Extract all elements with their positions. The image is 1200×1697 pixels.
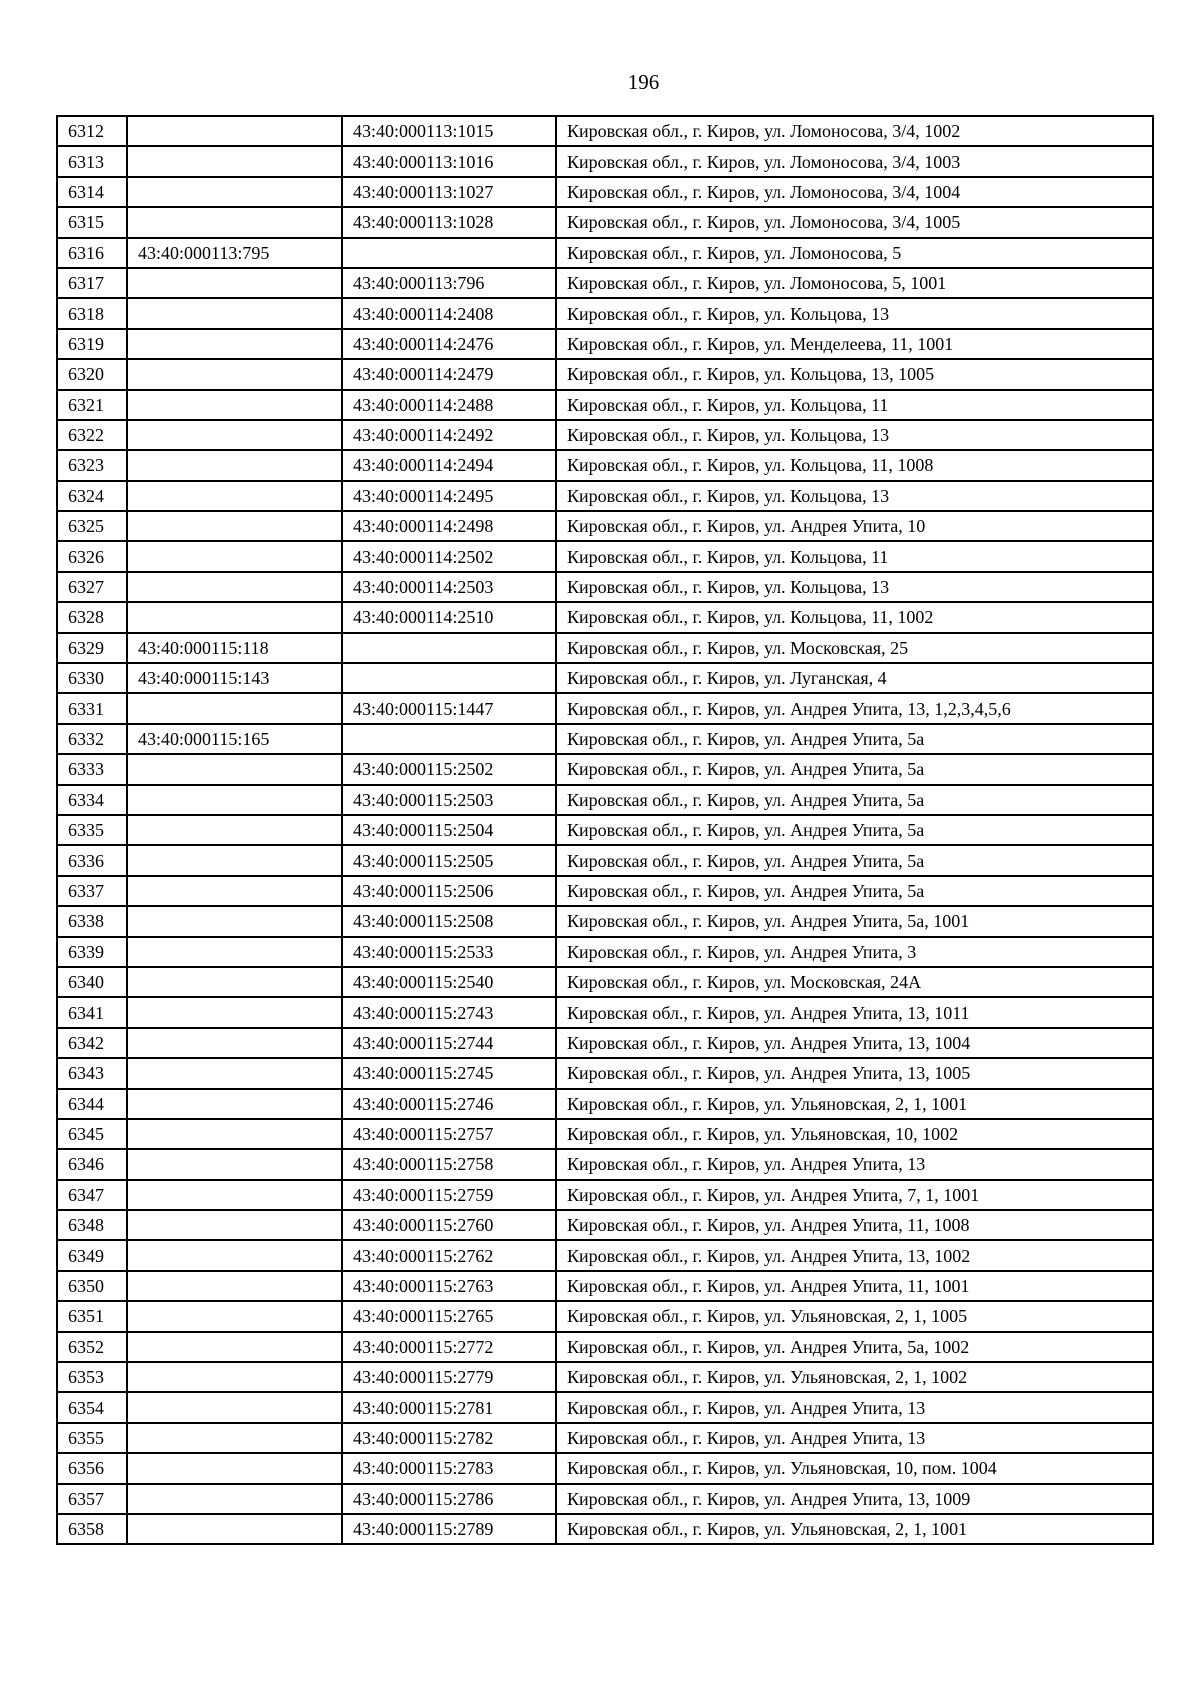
object-cadastral-number-cell: 43:40:000113:796 — [342, 268, 556, 298]
table-row — [57, 754, 1153, 784]
table-row — [57, 724, 1153, 754]
object-cadastral-number-cell: 43:40:000115:2503 — [342, 785, 556, 815]
row-number-cell: 6337 — [57, 876, 127, 906]
row-number-cell: 6351 — [57, 1301, 127, 1331]
land-cadastral-number-cell — [127, 1180, 342, 1210]
table-row — [57, 815, 1153, 845]
row-number-cell: 6330 — [57, 663, 127, 693]
object-cadastral-number-cell: 43:40:000115:2540 — [342, 967, 556, 997]
land-cadastral-number-cell — [127, 815, 342, 845]
row-number-cell: 6357 — [57, 1484, 127, 1514]
object-cadastral-number-cell: 43:40:000115:2760 — [342, 1210, 556, 1240]
land-cadastral-number-cell — [127, 481, 342, 511]
table-row — [57, 1392, 1153, 1422]
table-row — [57, 1453, 1153, 1483]
object-cadastral-number-cell: 43:40:000114:2492 — [342, 420, 556, 450]
object-cadastral-number-cell: 43:40:000114:2476 — [342, 329, 556, 359]
land-cadastral-number-cell — [127, 1423, 342, 1453]
land-cadastral-number-cell — [127, 390, 342, 420]
row-number-cell: 6327 — [57, 572, 127, 602]
address-cell: Кировская обл., г. Киров, ул. Ульяновская, 2, 1, 1005 — [556, 1301, 1153, 1331]
row-number-cell: 6345 — [57, 1119, 127, 1149]
table-row — [57, 268, 1153, 298]
row-number-cell: 6332 — [57, 724, 127, 754]
object-cadastral-number-cell: 43:40:000113:1016 — [342, 146, 556, 176]
table-row — [57, 785, 1153, 815]
row-number-cell: 6347 — [57, 1180, 127, 1210]
page-number: 196 — [627, 70, 660, 94]
object-cadastral-number-cell: 43:40:000115:2786 — [342, 1484, 556, 1514]
table-row — [57, 420, 1153, 450]
row-number-cell: 6320 — [57, 359, 127, 389]
row-number-cell: 6354 — [57, 1392, 127, 1422]
row-number-cell: 6342 — [57, 1028, 127, 1058]
table-row — [57, 1362, 1153, 1392]
land-cadastral-number-cell: 43:40:000115:165 — [127, 724, 342, 754]
address-cell: Кировская обл., г. Киров, ул. Андрея Упита, 13, 1002 — [556, 1240, 1153, 1270]
row-number-cell: 6350 — [57, 1271, 127, 1301]
land-cadastral-number-cell — [127, 693, 342, 723]
address-cell: Кировская обл., г. Киров, ул. Кольцова, 11, 1002 — [556, 602, 1153, 632]
row-number-cell: 6316 — [57, 238, 127, 268]
table-row — [57, 1271, 1153, 1301]
table-row — [57, 1514, 1153, 1544]
table-row — [57, 177, 1153, 207]
land-cadastral-number-cell — [127, 116, 342, 146]
address-cell: Кировская обл., г. Киров, ул. Кольцова, 11 — [556, 390, 1153, 420]
object-cadastral-number-cell: 43:40:000115:2779 — [342, 1362, 556, 1392]
table-row — [57, 450, 1153, 480]
object-cadastral-number-cell — [342, 633, 556, 663]
address-cell: Кировская обл., г. Киров, ул. Андрея Упита, 13, 1011 — [556, 997, 1153, 1027]
object-cadastral-number-cell: 43:40:000115:1447 — [342, 693, 556, 723]
address-cell: Кировская обл., г. Киров, ул. Андрея Упита, 5а — [556, 876, 1153, 906]
object-cadastral-number-cell — [342, 238, 556, 268]
row-number-cell: 6326 — [57, 541, 127, 571]
object-cadastral-number-cell: 43:40:000114:2479 — [342, 359, 556, 389]
table-row — [57, 329, 1153, 359]
row-number-cell: 6341 — [57, 997, 127, 1027]
land-cadastral-number-cell: 43:40:000115:118 — [127, 633, 342, 663]
address-cell: Кировская обл., г. Киров, ул. Ульяновская, 2, 1, 1001 — [556, 1089, 1153, 1119]
row-number-cell: 6352 — [57, 1332, 127, 1362]
address-cell: Кировская обл., г. Киров, ул. Ульяновская, 2, 1, 1002 — [556, 1362, 1153, 1392]
object-cadastral-number-cell: 43:40:000114:2494 — [342, 450, 556, 480]
address-cell: Кировская обл., г. Киров, ул. Московская, 25 — [556, 633, 1153, 663]
land-cadastral-number-cell — [127, 329, 342, 359]
table-row — [57, 390, 1153, 420]
land-cadastral-number-cell — [127, 602, 342, 632]
table-row — [57, 1484, 1153, 1514]
address-cell: Кировская обл., г. Киров, ул. Ломоносова, 3/4, 1002 — [556, 116, 1153, 146]
address-cell: Кировская обл., г. Киров, ул. Андрея Упита, 11, 1001 — [556, 1271, 1153, 1301]
row-number-cell: 6313 — [57, 146, 127, 176]
land-cadastral-number-cell — [127, 1453, 342, 1483]
table-row — [57, 845, 1153, 875]
table-row — [57, 1301, 1153, 1331]
object-cadastral-number-cell: 43:40:000115:2502 — [342, 754, 556, 784]
land-cadastral-number-cell — [127, 785, 342, 815]
table-row — [57, 937, 1153, 967]
land-cadastral-number-cell — [127, 997, 342, 1027]
object-cadastral-number-cell: 43:40:000115:2746 — [342, 1089, 556, 1119]
land-cadastral-number-cell — [127, 420, 342, 450]
row-number-cell: 6321 — [57, 390, 127, 420]
row-number-cell: 6340 — [57, 967, 127, 997]
land-cadastral-number-cell — [127, 1089, 342, 1119]
address-cell: Кировская обл., г. Киров, ул. Ломоносова, 3/4, 1003 — [556, 146, 1153, 176]
land-cadastral-number-cell — [127, 541, 342, 571]
row-number-cell: 6318 — [57, 298, 127, 328]
land-cadastral-number-cell — [127, 177, 342, 207]
row-number-cell: 6319 — [57, 329, 127, 359]
table-row — [57, 906, 1153, 936]
object-cadastral-number-cell: 43:40:000115:2745 — [342, 1058, 556, 1088]
row-number-cell: 6329 — [57, 633, 127, 663]
address-cell: Кировская обл., г. Киров, ул. Андрея Упита, 5а — [556, 845, 1153, 875]
land-cadastral-number-cell — [127, 967, 342, 997]
object-cadastral-number-cell: 43:40:000115:2505 — [342, 845, 556, 875]
land-cadastral-number-cell — [127, 845, 342, 875]
address-cell: Кировская обл., г. Киров, ул. Андрея Упита, 5а, 1001 — [556, 906, 1153, 936]
row-number-cell: 6356 — [57, 1453, 127, 1483]
land-cadastral-number-cell: 43:40:000113:795 — [127, 238, 342, 268]
land-cadastral-number-cell — [127, 359, 342, 389]
registry-table-body — [57, 116, 1153, 1544]
land-cadastral-number-cell — [127, 1271, 342, 1301]
row-number-cell: 6344 — [57, 1089, 127, 1119]
land-cadastral-number-cell — [127, 572, 342, 602]
land-cadastral-number-cell — [127, 1332, 342, 1362]
row-number-cell: 6314 — [57, 177, 127, 207]
object-cadastral-number-cell: 43:40:000115:2508 — [342, 906, 556, 936]
land-cadastral-number-cell — [127, 1210, 342, 1240]
object-cadastral-number-cell: 43:40:000114:2408 — [342, 298, 556, 328]
object-cadastral-number-cell — [342, 663, 556, 693]
object-cadastral-number-cell: 43:40:000115:2533 — [342, 937, 556, 967]
row-number-cell: 6322 — [57, 420, 127, 450]
row-number-cell: 6323 — [57, 450, 127, 480]
land-cadastral-number-cell — [127, 1119, 342, 1149]
address-cell: Кировская обл., г. Киров, ул. Ульяновская, 10, 1002 — [556, 1119, 1153, 1149]
table-row — [57, 116, 1153, 146]
land-cadastral-number-cell — [127, 1149, 342, 1179]
address-cell: Кировская обл., г. Киров, ул. Андрея Упита, 5а — [556, 815, 1153, 845]
land-cadastral-number-cell — [127, 1362, 342, 1392]
row-number-cell: 6353 — [57, 1362, 127, 1392]
address-cell: Кировская обл., г. Киров, ул. Андрея Упита, 10 — [556, 511, 1153, 541]
address-cell: Кировская обл., г. Киров, ул. Андрея Упита, 5а — [556, 785, 1153, 815]
land-cadastral-number-cell — [127, 298, 342, 328]
address-cell: Кировская обл., г. Киров, ул. Андрея Упита, 13, 1004 — [556, 1028, 1153, 1058]
object-cadastral-number-cell: 43:40:000114:2510 — [342, 602, 556, 632]
table-row — [57, 1210, 1153, 1240]
table-row — [57, 541, 1153, 571]
object-cadastral-number-cell: 43:40:000115:2504 — [342, 815, 556, 845]
object-cadastral-number-cell: 43:40:000113:1015 — [342, 116, 556, 146]
address-cell: Кировская обл., г. Киров, ул. Менделеева, 11, 1001 — [556, 329, 1153, 359]
row-number-cell: 6349 — [57, 1240, 127, 1270]
address-cell: Кировская обл., г. Киров, ул. Андрея Упита, 7, 1, 1001 — [556, 1180, 1153, 1210]
land-cadastral-number-cell: 43:40:000115:143 — [127, 663, 342, 693]
row-number-cell: 6325 — [57, 511, 127, 541]
land-cadastral-number-cell — [127, 1392, 342, 1422]
address-cell: Кировская обл., г. Киров, ул. Ломоносова, 5 — [556, 238, 1153, 268]
object-cadastral-number-cell: 43:40:000115:2743 — [342, 997, 556, 1027]
land-cadastral-number-cell — [127, 268, 342, 298]
address-cell: Кировская обл., г. Киров, ул. Луганская, 4 — [556, 663, 1153, 693]
table-row — [57, 997, 1153, 1027]
cadastral-registry-table — [56, 115, 1154, 1545]
address-cell: Кировская обл., г. Киров, ул. Андрея Упита, 13 — [556, 1392, 1153, 1422]
address-cell: Кировская обл., г. Киров, ул. Андрея Упита, 13, 1005 — [556, 1058, 1153, 1088]
object-cadastral-number-cell: 43:40:000114:2503 — [342, 572, 556, 602]
land-cadastral-number-cell — [127, 1240, 342, 1270]
object-cadastral-number-cell: 43:40:000115:2765 — [342, 1301, 556, 1331]
table-row — [57, 481, 1153, 511]
object-cadastral-number-cell: 43:40:000115:2759 — [342, 1180, 556, 1210]
row-number-cell: 6336 — [57, 845, 127, 875]
address-cell: Кировская обл., г. Киров, ул. Ломоносова, 3/4, 1005 — [556, 207, 1153, 237]
address-cell: Кировская обл., г. Киров, ул. Ульяновская, 2, 1, 1001 — [556, 1514, 1153, 1544]
address-cell: Кировская обл., г. Киров, ул. Андрея Упита, 13 — [556, 1423, 1153, 1453]
land-cadastral-number-cell — [127, 450, 342, 480]
table-row — [57, 1149, 1153, 1179]
land-cadastral-number-cell — [127, 1058, 342, 1088]
address-cell: Кировская обл., г. Киров, ул. Андрея Упита, 13, 1,2,3,4,5,6 — [556, 693, 1153, 723]
address-cell: Кировская обл., г. Киров, ул. Андрея Упита, 3 — [556, 937, 1153, 967]
land-cadastral-number-cell — [127, 754, 342, 784]
object-cadastral-number-cell: 43:40:000115:2506 — [342, 876, 556, 906]
object-cadastral-number-cell: 43:40:000115:2789 — [342, 1514, 556, 1544]
table-row — [57, 298, 1153, 328]
address-cell: Кировская обл., г. Киров, ул. Кольцова, 13 — [556, 572, 1153, 602]
row-number-cell: 6335 — [57, 815, 127, 845]
land-cadastral-number-cell — [127, 1484, 342, 1514]
address-cell: Кировская обл., г. Киров, ул. Андрея Упита, 13, 1009 — [556, 1484, 1153, 1514]
land-cadastral-number-cell — [127, 906, 342, 936]
row-number-cell: 6317 — [57, 268, 127, 298]
table-row — [57, 1332, 1153, 1362]
land-cadastral-number-cell — [127, 1514, 342, 1544]
table-row — [57, 146, 1153, 176]
row-number-cell: 6333 — [57, 754, 127, 784]
table-row — [57, 572, 1153, 602]
object-cadastral-number-cell: 43:40:000115:2744 — [342, 1028, 556, 1058]
table-row — [57, 359, 1153, 389]
row-number-cell: 6348 — [57, 1210, 127, 1240]
table-row — [57, 238, 1153, 268]
row-number-cell: 6328 — [57, 602, 127, 632]
table-row — [57, 602, 1153, 632]
table-row — [57, 511, 1153, 541]
object-cadastral-number-cell: 43:40:000114:2495 — [342, 481, 556, 511]
object-cadastral-number-cell: 43:40:000115:2772 — [342, 1332, 556, 1362]
land-cadastral-number-cell — [127, 876, 342, 906]
object-cadastral-number-cell: 43:40:000115:2762 — [342, 1240, 556, 1270]
address-cell: Кировская обл., г. Киров, ул. Андрея Упита, 13 — [556, 1149, 1153, 1179]
object-cadastral-number-cell: 43:40:000115:2763 — [342, 1271, 556, 1301]
object-cadastral-number-cell: 43:40:000113:1027 — [342, 177, 556, 207]
address-cell: Кировская обл., г. Киров, ул. Кольцова, 11 — [556, 541, 1153, 571]
row-number-cell: 6343 — [57, 1058, 127, 1088]
object-cadastral-number-cell: 43:40:000114:2488 — [342, 390, 556, 420]
address-cell: Кировская обл., г. Киров, ул. Ломоносова, 5, 1001 — [556, 268, 1153, 298]
table-row — [57, 1089, 1153, 1119]
address-cell: Кировская обл., г. Киров, ул. Андрея Упита, 11, 1008 — [556, 1210, 1153, 1240]
table-row — [57, 207, 1153, 237]
address-cell: Кировская обл., г. Киров, ул. Андрея Упита, 5а — [556, 754, 1153, 784]
table-row — [57, 1423, 1153, 1453]
land-cadastral-number-cell — [127, 207, 342, 237]
land-cadastral-number-cell — [127, 1301, 342, 1331]
table-row — [57, 1028, 1153, 1058]
table-row — [57, 1180, 1153, 1210]
address-cell: Кировская обл., г. Киров, ул. Ломоносова, 3/4, 1004 — [556, 177, 1153, 207]
address-cell: Кировская обл., г. Киров, ул. Кольцова, 13 — [556, 420, 1153, 450]
table-row — [57, 1240, 1153, 1270]
table-row — [57, 1119, 1153, 1149]
address-cell: Кировская обл., г. Киров, ул. Андрея Упита, 5а — [556, 724, 1153, 754]
address-cell: Кировская обл., г. Киров, ул. Кольцова, 13, 1005 — [556, 359, 1153, 389]
table-row — [57, 967, 1153, 997]
object-cadastral-number-cell: 43:40:000115:2757 — [342, 1119, 556, 1149]
table-row — [57, 663, 1153, 693]
row-number-cell: 6315 — [57, 207, 127, 237]
row-number-cell: 6334 — [57, 785, 127, 815]
object-cadastral-number-cell: 43:40:000115:2782 — [342, 1423, 556, 1453]
table-row — [57, 876, 1153, 906]
land-cadastral-number-cell — [127, 937, 342, 967]
table-row — [57, 693, 1153, 723]
row-number-cell: 6346 — [57, 1149, 127, 1179]
object-cadastral-number-cell: 43:40:000115:2781 — [342, 1392, 556, 1422]
row-number-cell: 6331 — [57, 693, 127, 723]
land-cadastral-number-cell — [127, 1028, 342, 1058]
address-cell: Кировская обл., г. Киров, ул. Ульяновская, 10, пом. 1004 — [556, 1453, 1153, 1483]
address-cell: Кировская обл., г. Киров, ул. Кольцова, 13 — [556, 481, 1153, 511]
row-number-cell: 6338 — [57, 906, 127, 936]
row-number-cell: 6358 — [57, 1514, 127, 1544]
address-cell: Кировская обл., г. Киров, ул. Кольцова, 11, 1008 — [556, 450, 1153, 480]
row-number-cell: 6312 — [57, 116, 127, 146]
address-cell: Кировская обл., г. Киров, ул. Московская, 24А — [556, 967, 1153, 997]
object-cadastral-number-cell: 43:40:000114:2502 — [342, 541, 556, 571]
table-row — [57, 1058, 1153, 1088]
address-cell: Кировская обл., г. Киров, ул. Андрея Упита, 5а, 1002 — [556, 1332, 1153, 1362]
object-cadastral-number-cell: 43:40:000113:1028 — [342, 207, 556, 237]
row-number-cell: 6339 — [57, 937, 127, 967]
object-cadastral-number-cell: 43:40:000114:2498 — [342, 511, 556, 541]
table-row — [57, 633, 1153, 663]
row-number-cell: 6324 — [57, 481, 127, 511]
land-cadastral-number-cell — [127, 146, 342, 176]
object-cadastral-number-cell — [342, 724, 556, 754]
object-cadastral-number-cell: 43:40:000115:2783 — [342, 1453, 556, 1483]
object-cadastral-number-cell: 43:40:000115:2758 — [342, 1149, 556, 1179]
row-number-cell: 6355 — [57, 1423, 127, 1453]
address-cell: Кировская обл., г. Киров, ул. Кольцова, 13 — [556, 298, 1153, 328]
land-cadastral-number-cell — [127, 511, 342, 541]
